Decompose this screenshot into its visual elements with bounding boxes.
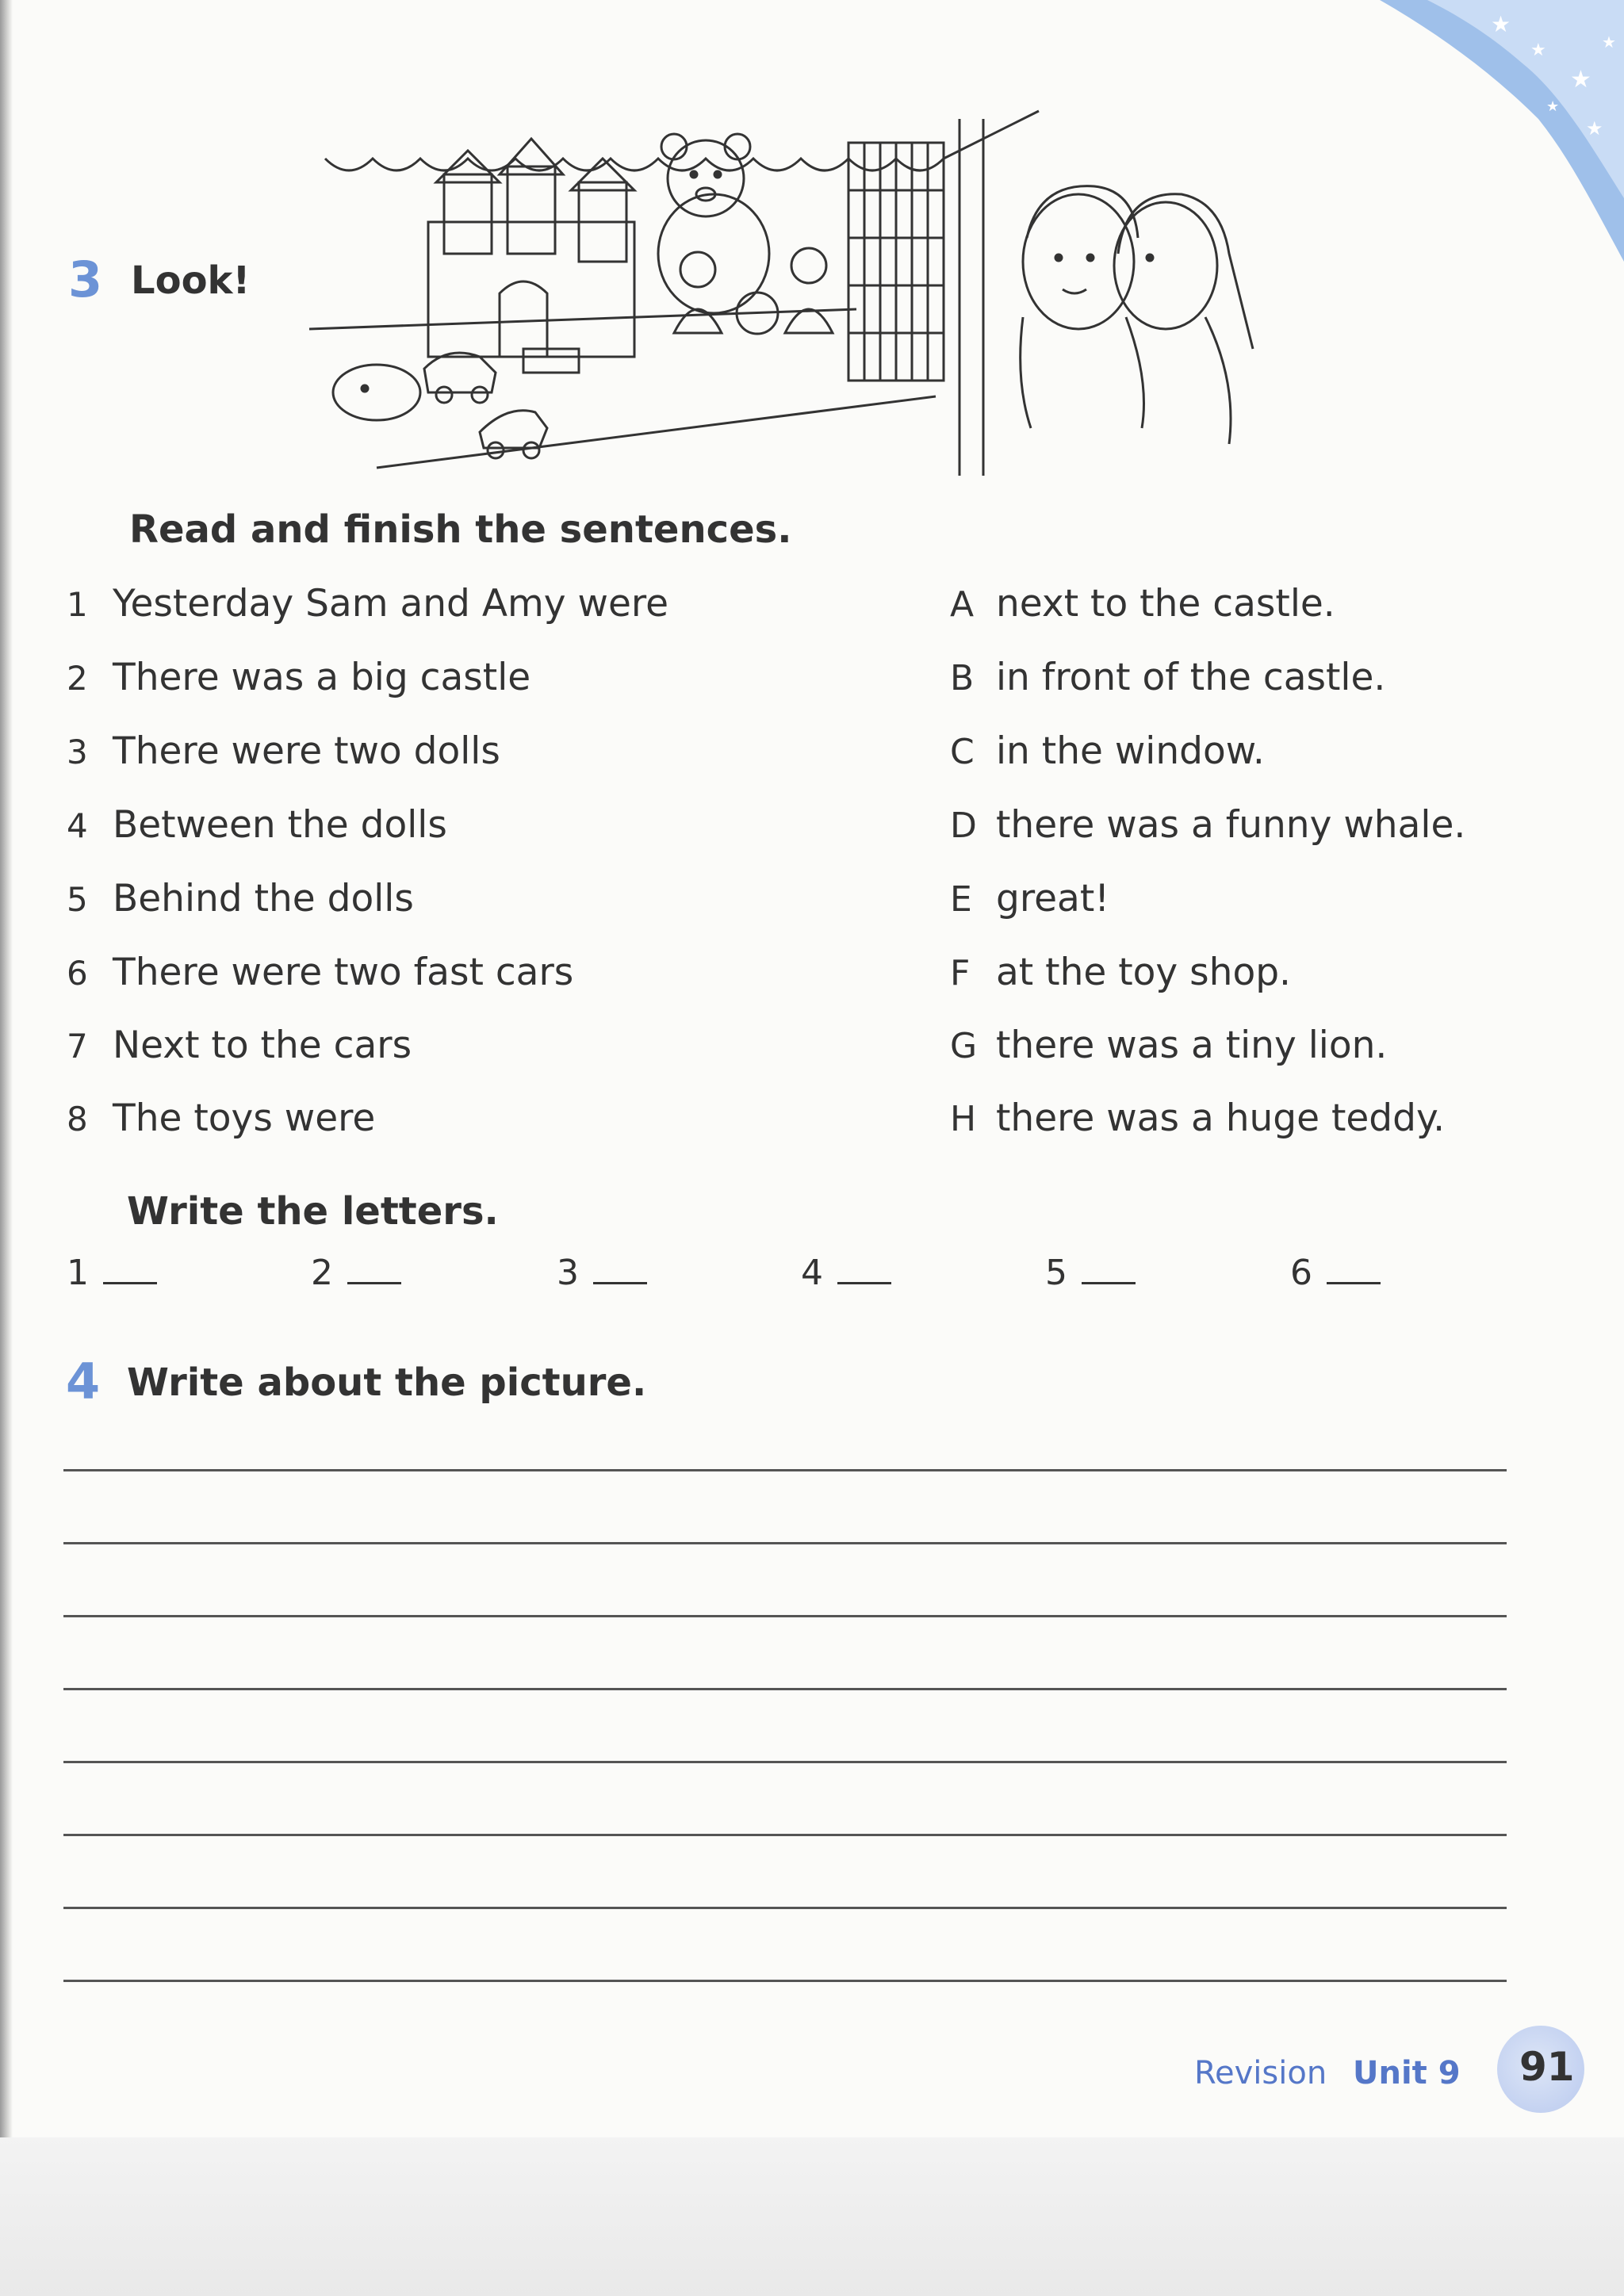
svg-text:★: ★: [1530, 40, 1546, 60]
writing-line[interactable]: [63, 1834, 1507, 1836]
blank-number: 2: [311, 1253, 333, 1293]
ending-letter: A: [950, 584, 975, 625]
sentence-number: 1: [67, 585, 88, 624]
blank-line[interactable]: [347, 1281, 401, 1284]
ending-text: next to the castle.: [996, 582, 1335, 626]
sentence-text: There were two fast cars: [113, 951, 574, 994]
sentence-text: There was a big castle: [113, 656, 531, 699]
sentence-3: [67, 729, 500, 773]
svg-text:★: ★: [1586, 117, 1603, 140]
footer-revision-label: Revision: [1194, 2055, 1327, 2091]
ending-letter: D: [950, 806, 977, 846]
sentence-number: 4: [67, 806, 88, 845]
ending-letter: H: [950, 1099, 977, 1139]
star-corner-decoration: [1332, 0, 1624, 262]
blank-line[interactable]: [103, 1281, 157, 1284]
section-number-4: 4: [66, 1353, 101, 1410]
writing-line[interactable]: [63, 1688, 1507, 1690]
answer-blank-4[interactable]: [801, 1253, 891, 1293]
ending-letter: E: [950, 879, 972, 920]
footer-unit-label: Unit 9: [1353, 2055, 1461, 2091]
section-3-title: Look!: [131, 258, 251, 303]
svg-text:★: ★: [1602, 33, 1616, 52]
writing-line[interactable]: [63, 1615, 1507, 1617]
sentence-number: 2: [67, 659, 88, 698]
sentence-text: The toys were: [113, 1096, 376, 1140]
sentence-number: 8: [67, 1100, 88, 1138]
ending-text: there was a huge teddy.: [996, 1096, 1446, 1140]
write-letters-instruction: Write the letters.: [127, 1189, 499, 1234]
writing-line[interactable]: [63, 1469, 1507, 1471]
sentence-text: There were two dolls: [113, 729, 500, 773]
svg-text:★: ★: [1491, 11, 1511, 37]
sentence-4: [67, 803, 447, 847]
writing-line[interactable]: [63, 1907, 1507, 1909]
toy-shop-illustration: [301, 95, 1348, 476]
sentence-number: 5: [67, 880, 88, 919]
sentence-number: 7: [67, 1027, 88, 1066]
sentence-text: Yesterday Sam and Amy were: [113, 582, 669, 626]
ending-g: [950, 1024, 1387, 1067]
sentence-1: [67, 582, 668, 626]
svg-text:★: ★: [1570, 66, 1591, 94]
ending-letter: B: [950, 658, 975, 698]
section-number-3: 3: [68, 251, 103, 308]
ending-letter: C: [950, 732, 975, 772]
blank-number: 6: [1290, 1253, 1312, 1293]
answer-blank-3[interactable]: [557, 1253, 647, 1293]
blank-number: 1: [67, 1253, 89, 1293]
blank-number: 3: [557, 1253, 579, 1293]
sentence-2: [67, 656, 530, 699]
writing-line[interactable]: [63, 1542, 1507, 1544]
page-bottom-edge: [0, 2137, 1624, 2296]
ending-c: [950, 729, 1265, 773]
sentence-8: [67, 1096, 375, 1140]
sentence-5: [67, 877, 414, 920]
ending-text: in the window.: [996, 729, 1265, 773]
writing-line[interactable]: [63, 1980, 1507, 1982]
ending-e: [950, 877, 1109, 920]
answer-blank-5[interactable]: [1045, 1253, 1136, 1293]
ending-b: [950, 656, 1385, 699]
blank-line[interactable]: [837, 1281, 891, 1284]
sentence-text: Between the dolls: [113, 803, 447, 847]
answer-blank-6[interactable]: [1290, 1253, 1381, 1293]
ending-text: there was a tiny lion.: [996, 1024, 1388, 1067]
writing-line[interactable]: [63, 1761, 1507, 1763]
ending-text: there was a funny whale.: [996, 803, 1466, 847]
ending-a: [950, 582, 1335, 626]
ending-letter: F: [950, 953, 971, 993]
page-edge-shadow: [0, 0, 13, 2296]
ending-h: [950, 1096, 1445, 1140]
ending-letter: G: [950, 1026, 978, 1066]
ending-text: at the toy shop.: [996, 951, 1291, 994]
page-number: 91: [1519, 2044, 1575, 2090]
sentence-6: [67, 951, 573, 994]
ending-text: great!: [996, 877, 1110, 920]
blank-line[interactable]: [593, 1281, 647, 1284]
sentence-text: Next to the cars: [113, 1024, 412, 1067]
sentence-7: [67, 1024, 412, 1067]
answer-blank-2[interactable]: [311, 1253, 401, 1293]
ending-f: [950, 951, 1291, 994]
answer-blank-1[interactable]: [67, 1253, 157, 1293]
blank-number: 5: [1045, 1253, 1067, 1293]
blank-line[interactable]: [1327, 1281, 1381, 1284]
ending-text: in front of the castle.: [996, 656, 1386, 699]
blank-line[interactable]: [1082, 1281, 1136, 1284]
svg-text:★: ★: [1546, 98, 1560, 115]
read-finish-instruction: Read and finish the sentences.: [129, 507, 792, 552]
sentence-number: 6: [67, 954, 88, 993]
blank-number: 4: [801, 1253, 823, 1293]
sentence-text: Behind the dolls: [113, 877, 414, 920]
sentence-number: 3: [67, 733, 88, 771]
section-4-title: Write about the picture.: [127, 1360, 647, 1405]
ending-d: [950, 803, 1465, 847]
